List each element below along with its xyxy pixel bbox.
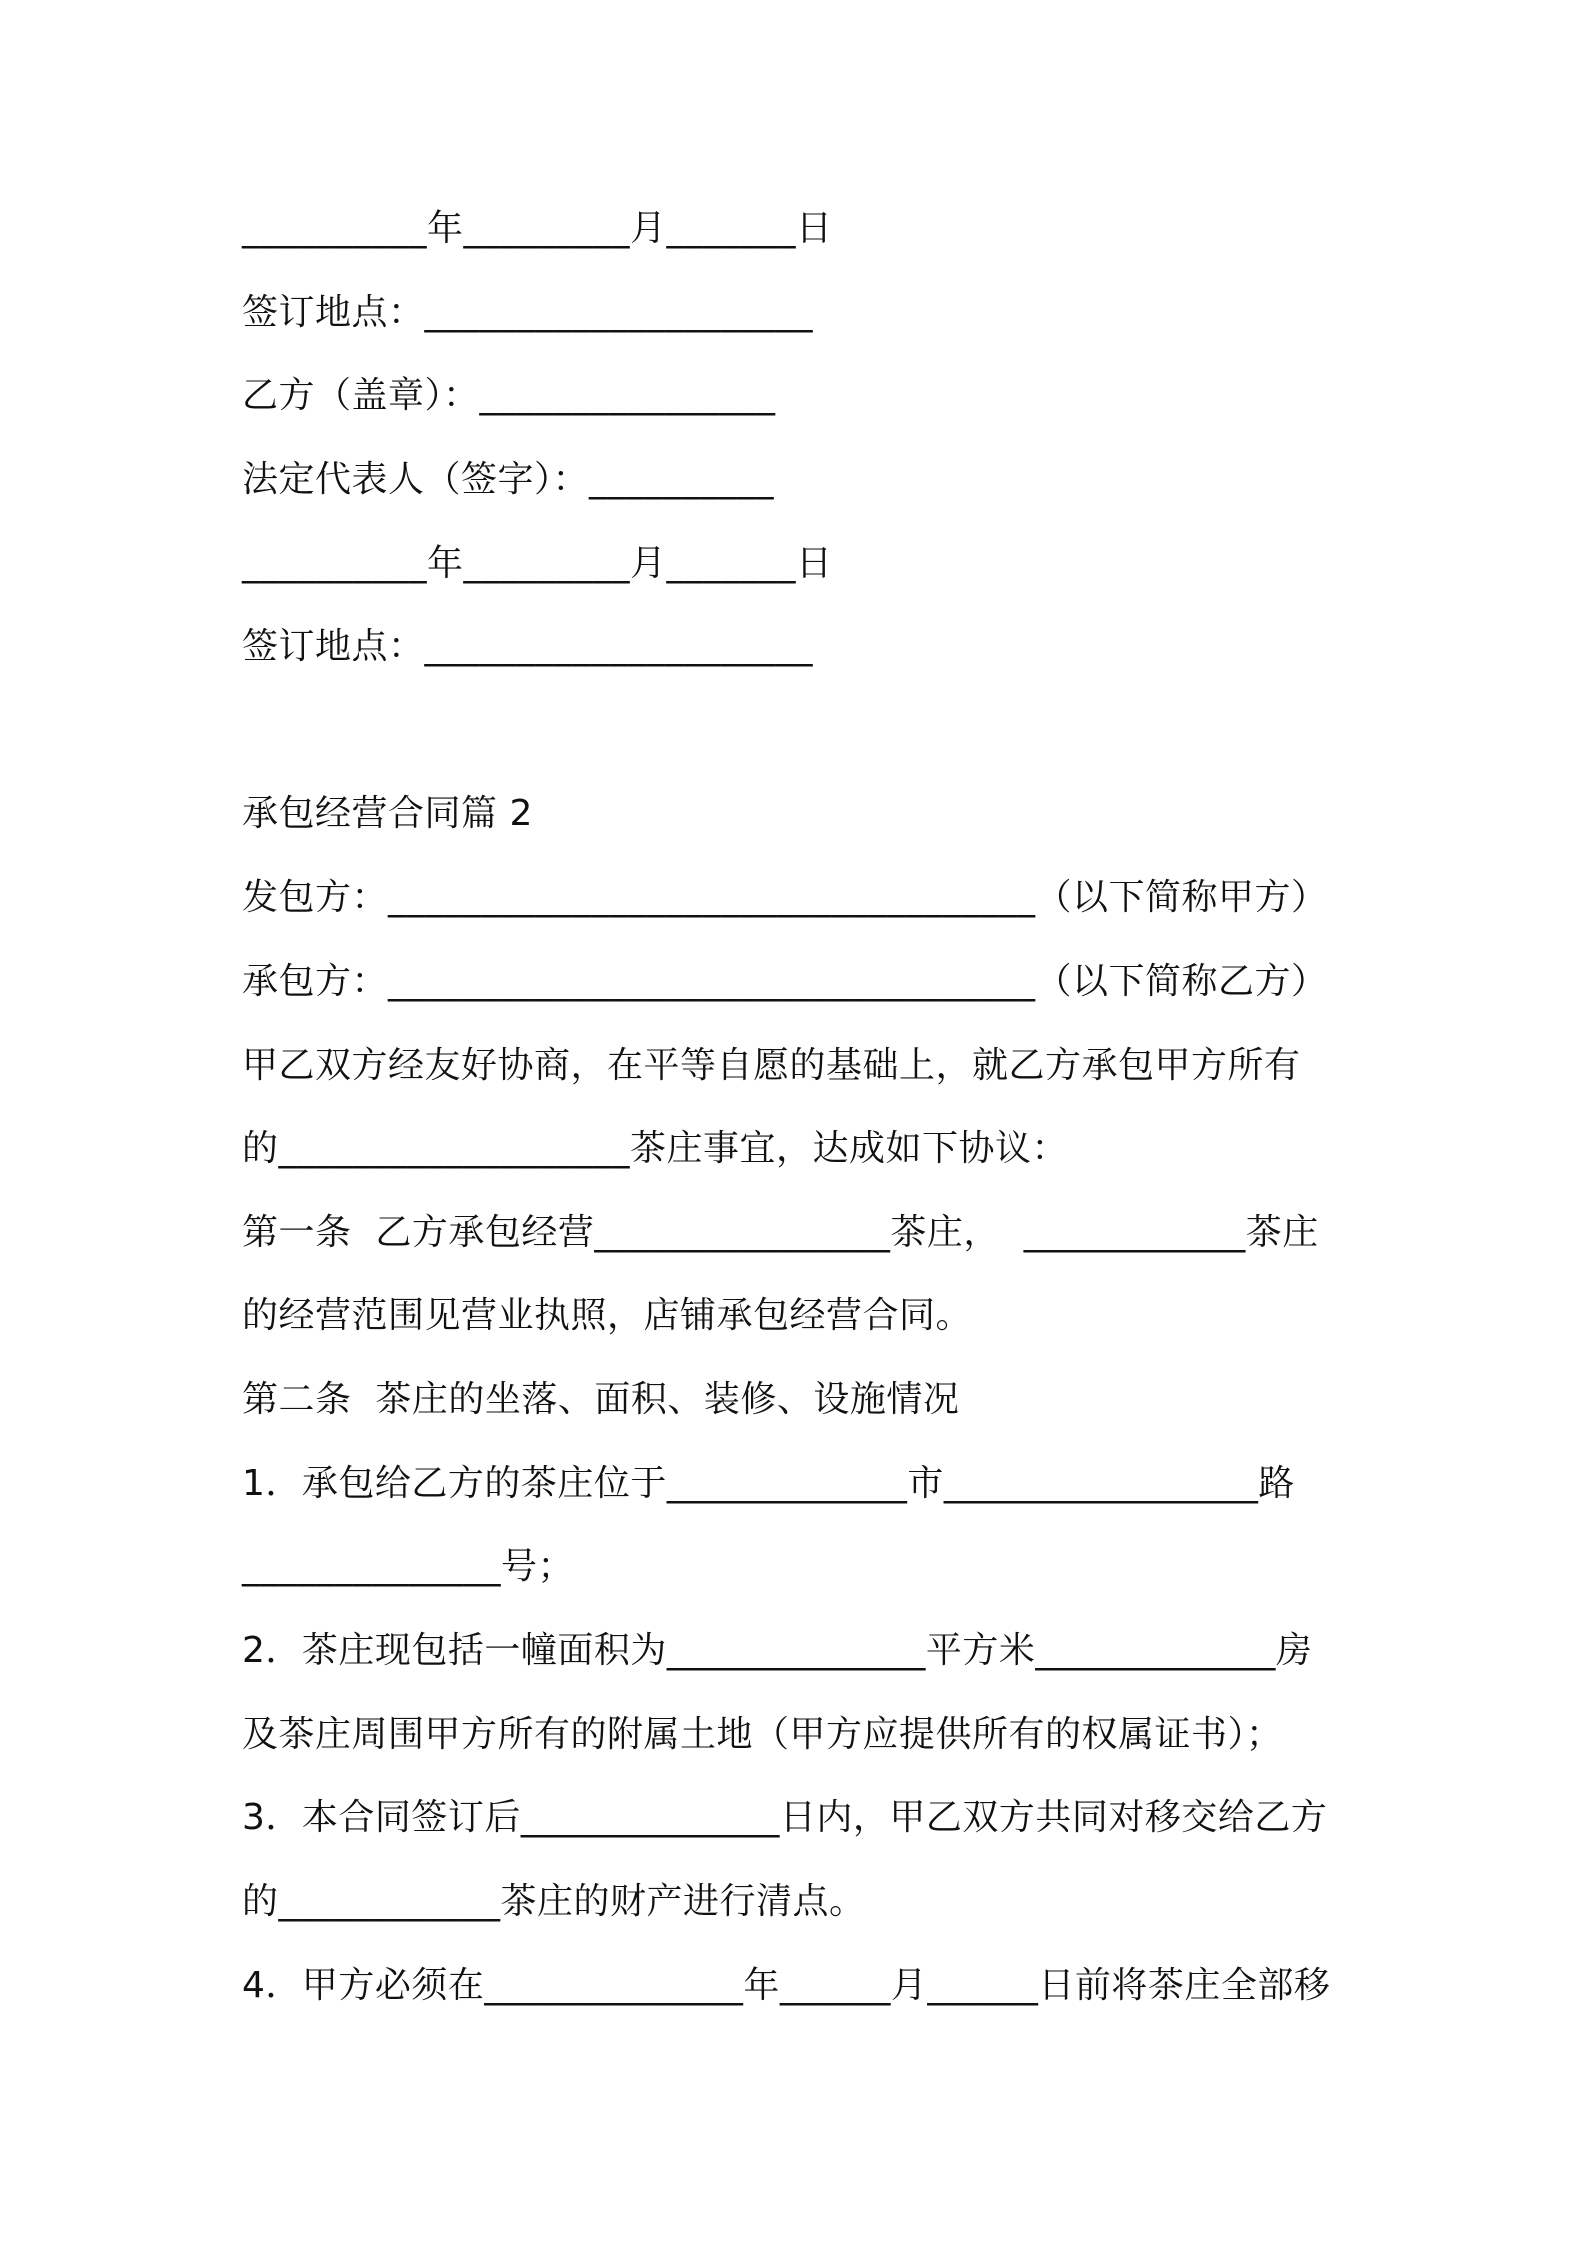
item-1-line-1: 1．承包给乙方的茶庄位于_____________市_________________路 [242, 1463, 1295, 1504]
contractor-line: 发包方：___________________________________（以下简称甲方） [242, 877, 1328, 918]
sign-place-line-2: 签订地点：_____________________ [242, 626, 814, 667]
legal-rep-line: 法定代表人（签字）：__________ [242, 459, 775, 500]
item-3-line-2: 的____________茶庄的财产进行清点。 [242, 1881, 866, 1922]
body-line-1: 甲乙双方经友好协商，在平等自愿的基础上，就乙方承包甲方所有 [242, 1045, 1301, 1086]
sign-place-line-1: 签订地点：_____________________ [242, 292, 814, 333]
date-line-2: __________年_________月_______日 [242, 543, 833, 584]
article-1-line-1: 第一条 乙方承包经营________________茶庄， ____________茶庄 [242, 1212, 1319, 1253]
body-line-2: 的___________________茶庄事宜，达成如下协议： [242, 1128, 1069, 1169]
date-line-1: __________年_________月_______日 [242, 208, 833, 249]
article-1-line-2: 的经营范围见营业执照，店铺承包经营合同。 [242, 1295, 973, 1336]
party-b-seal-line: 乙方（盖章）：________________ [242, 375, 776, 416]
item-1-line-2: ______________号； [242, 1546, 575, 1587]
contractee-line: 承包方：___________________________________（以下简称乙方） [242, 961, 1328, 1002]
article-2-title: 第二条 茶庄的坐落、面积、装修、设施情况 [242, 1379, 960, 1420]
item-4-line-1: 4．甲方必须在______________年______月______日前将茶庄全部移 [242, 1965, 1331, 2006]
item-2-line-1: 2．茶庄现包括一幢面积为______________平方米_____________房 [242, 1630, 1313, 1671]
section-title: 承包经营合同篇 2 [242, 793, 533, 834]
item-3-line-1: 3．本合同签订后______________日内，甲乙双方共同对移交给乙方 [242, 1797, 1328, 1838]
item-2-line-2: 及茶庄周围甲方所有的附属土地（甲方应提供所有的权属证书）； [242, 1714, 1283, 1755]
